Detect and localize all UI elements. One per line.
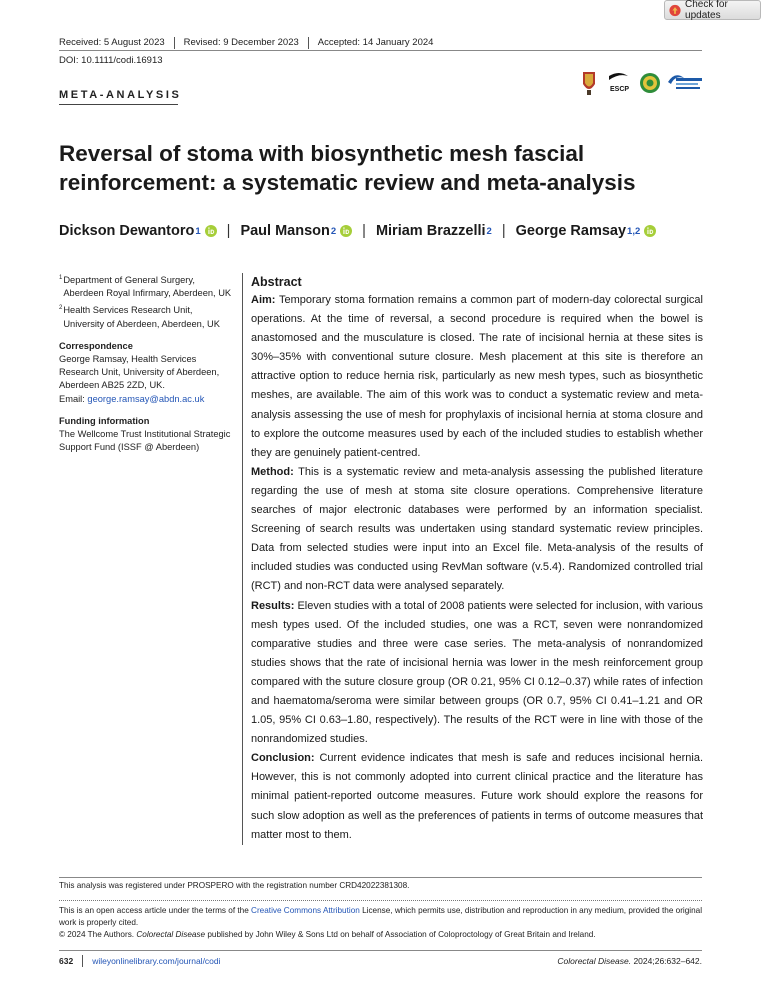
page-number: 632 bbox=[59, 955, 83, 967]
received-date: Received: 5 August 2023 bbox=[59, 37, 165, 48]
author-name: George Ramsay bbox=[515, 223, 627, 239]
escp-logo-text: ESCP bbox=[610, 86, 630, 93]
header-divider bbox=[59, 50, 702, 51]
license-part1: This is an open access article under the terms of the bbox=[59, 906, 252, 915]
abstract-aim bbox=[251, 291, 703, 463]
citation-details: 2024;26:632–642. bbox=[631, 956, 702, 966]
column-divider bbox=[242, 273, 243, 845]
copyright-text bbox=[59, 929, 704, 941]
registration-footnote: This analysis was registered under PROSPERO with the registration number CRD42022381308. bbox=[59, 881, 410, 890]
email-label: Email: bbox=[59, 393, 88, 404]
section-underline bbox=[59, 104, 178, 105]
aim-label: Aim: bbox=[251, 294, 276, 306]
author-separator: | bbox=[362, 223, 366, 239]
check-for-updates-button[interactable] bbox=[664, 0, 761, 20]
check-for-updates-icon bbox=[669, 4, 681, 17]
copyright-suffix: published by John Wiley & Sons Ltd on behalf of Association of Coloproctology of Great Britain and Ireland. bbox=[205, 930, 596, 940]
abstract-results bbox=[251, 597, 703, 750]
abstract-heading: Abstract bbox=[251, 275, 302, 289]
check-for-updates-label: Check for updates bbox=[685, 0, 728, 21]
results-text: Eleven studies with a total of 2008 patients were selected for inclusion, with various mesh types used. Of the included studies, one was a RCT, seven were nonrandomized comparative studies and three were case series. The meta-analysis of nonrandomized studies shows that the rate of incisional hernia was lower in the mesh reinforcement group compared with the suture closure group (OR 0.21, 95% CI 0.12–0.37) while rates of infection and haematoma/seroma were similar between groups (OR 0.7, 95% CI 0.41–1.21 and OR 1.05, 95% CI 0.63–1.80, respectively). The results of the RCT were in line with those of the nonrandomized studies. bbox=[251, 599, 703, 746]
affiliation-sup: 2 bbox=[59, 305, 63, 312]
abstract-conclusion bbox=[251, 749, 703, 844]
abstract-method bbox=[251, 463, 703, 597]
author-name: Paul Manson bbox=[240, 223, 330, 239]
abstract bbox=[251, 274, 703, 845]
journal-url-link[interactable]: wileyonlinelibrary.com/journal/codi bbox=[92, 956, 221, 966]
affiliation-text: Department of General Surgery, Aberdeen Royal Infirmary, Aberdeen, UK bbox=[63, 275, 232, 299]
affiliation-text: Health Services Research Unit, University of Aberdeen, Aberdeen, UK bbox=[63, 305, 220, 329]
author-3[interactable] bbox=[376, 223, 492, 239]
author-name: Dickson Dewantoro bbox=[59, 223, 195, 239]
acpgbi-crest-logo bbox=[583, 72, 595, 95]
citation-journal: Colorectal Disease. bbox=[557, 956, 632, 966]
correspondence-text: George Ramsay, Health Services Research Unit, University of Aberdeen, Aberdeen AB25 2ZD, UK. bbox=[59, 354, 220, 391]
footer-divider bbox=[59, 950, 702, 951]
license-part2: License, which permits use, distribution and reproduction in any medium, provided the original work is properly cited. bbox=[59, 906, 703, 928]
license-divider bbox=[59, 900, 702, 901]
author-separator: | bbox=[501, 223, 506, 239]
revised-date: Revised: 9 December 2023 bbox=[174, 37, 308, 49]
accepted-date: Accepted: 14 January 2024 bbox=[308, 37, 443, 49]
license-notice bbox=[59, 905, 704, 942]
society-seal-logo bbox=[640, 73, 660, 93]
page-footer bbox=[59, 955, 702, 967]
results-label: Results: bbox=[251, 599, 295, 612]
author-1[interactable] bbox=[59, 223, 217, 239]
copyright-prefix: © 2024 The Authors. bbox=[59, 930, 137, 940]
method-text: This is a systematic review and meta-analysis assessing the published literature regarding the use of mesh at stoma site closure operations. Comprehensive literature searches of major electronic databases were performed by an information specialist. Screening of search results was undertaken using standard systematic review principles. Data from selected studies were input into an Excel file. Meta-analysis of the results of included studies was conducted using RevMan software (v.5.4). Randomized controlled trial (RCT) and non-RCT data were analysed separately. bbox=[251, 465, 703, 593]
journal-name: Colorectal Disease bbox=[136, 930, 206, 940]
affiliation-2 bbox=[59, 304, 235, 330]
orcid-icon[interactable] bbox=[644, 225, 656, 237]
author-name: Miriam Brazzelli bbox=[375, 223, 486, 239]
orcid-icon[interactable] bbox=[205, 225, 217, 237]
affiliation-1 bbox=[59, 274, 235, 300]
conclusion-label: Conclusion: bbox=[251, 752, 315, 765]
funding-text: The Wellcome Trust Institutional Strategic Support Fund (ISSF @ Aberdeen) bbox=[59, 429, 231, 453]
footnote-divider bbox=[59, 877, 702, 878]
author-affiliation-sup: 2 bbox=[330, 225, 337, 237]
doi[interactable]: DOI: 10.1111/codi.16913 bbox=[59, 55, 163, 66]
author-affiliation-sup: 1 bbox=[195, 225, 201, 237]
coloproctology-society-logo bbox=[668, 75, 702, 89]
author-list bbox=[59, 223, 656, 239]
article-history bbox=[59, 37, 442, 49]
license-text bbox=[59, 905, 704, 929]
escp-logo bbox=[609, 73, 629, 93]
correspondence-heading: Correspondence bbox=[59, 340, 133, 351]
author-4[interactable] bbox=[516, 223, 657, 239]
author-separator: | bbox=[226, 223, 231, 239]
society-logos bbox=[578, 68, 704, 98]
affiliation-sup: 1 bbox=[59, 275, 63, 281]
section-label: META-ANALYSIS bbox=[59, 89, 182, 101]
creative-commons-link[interactable]: Creative Commons Attribution bbox=[251, 906, 360, 915]
funding-heading: Funding information bbox=[59, 415, 150, 426]
author-affiliation-sup: 1,2 bbox=[627, 225, 641, 237]
email-link[interactable]: george.ramsay@abdn.ac.uk bbox=[87, 393, 205, 404]
article-title: Reversal of stoma with biosynthetic mesh fascial reinforcement: a systematic review and meta-analysis bbox=[59, 141, 636, 195]
aim-text: Temporary stoma formation remains a common part of modern-day colorectal surgical operations. At the time of reversal, a second procedure is required when the bowel is anastomosed and the musculature is closed. The rate of incisional hernia at these sites is 30%–35% with conventional suture closure. Mesh placement at this site is therefore an attractive option to reduce hernia risk, particularly as new mesh types, such as biosynthetic meshes, are available. The aim of this work was to conduct a systematic review and meta-analysis assessing the use of mesh for prophylaxis of incisional hernia at stoma closure and to explore the outcome measures used by each of the included studies to establish whether they are genuinely patient-centred. bbox=[251, 294, 703, 459]
orcid-icon[interactable] bbox=[340, 225, 352, 237]
author-affiliation-sup: 2 bbox=[486, 225, 492, 237]
correspondence-email-line bbox=[59, 393, 235, 406]
citation bbox=[557, 956, 702, 966]
article-info-sidebar bbox=[59, 274, 235, 454]
conclusion-text: Current evidence indicates that mesh is safe and reduces incisional hernia. However, this is not commonly adopted into current clinical practice and the literature has minimal patient-reported outcome measures. Future work should explore the reasons for such slow adoption as well as the preferences of patients in terms of outcome measures that matter most to them. bbox=[251, 752, 703, 841]
method-label: Method: bbox=[251, 465, 294, 478]
author-2[interactable] bbox=[240, 223, 352, 239]
